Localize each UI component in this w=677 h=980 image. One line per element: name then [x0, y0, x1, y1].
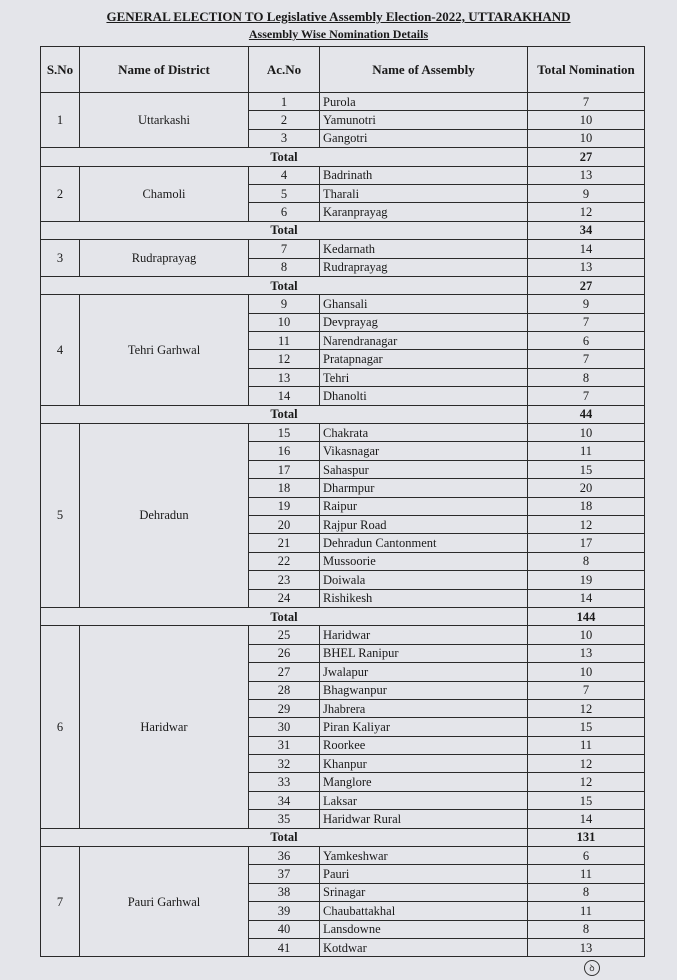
district-total-row: [41, 221, 645, 239]
assembly-name: Ghansali: [320, 295, 528, 313]
assembly-nomination: 7: [528, 313, 645, 331]
assembly-nomination: 20: [528, 479, 645, 497]
assembly-name: Jwalapur: [320, 663, 528, 681]
district-sno: 3: [41, 240, 80, 277]
assembly-acno: 12: [249, 350, 320, 368]
district-name: Rudraprayag: [80, 240, 249, 277]
assembly-name: Narendranagar: [320, 332, 528, 350]
assembly-acno: 4: [249, 166, 320, 184]
total-label: Total: [41, 221, 528, 239]
table-row: [41, 847, 645, 865]
assembly-nomination: 12: [528, 203, 645, 221]
total-label: Total: [41, 607, 528, 625]
column-header-district: Name of District: [80, 47, 249, 93]
assembly-acno: 11: [249, 332, 320, 350]
assembly-nomination: 12: [528, 755, 645, 773]
assembly-acno: 18: [249, 479, 320, 497]
assembly-name: Jhabrera: [320, 699, 528, 717]
assembly-acno: 37: [249, 865, 320, 883]
assembly-nomination: 14: [528, 240, 645, 258]
assembly-acno: 40: [249, 920, 320, 938]
assembly-nomination: 18: [528, 497, 645, 515]
assembly-name: Tehri: [320, 368, 528, 386]
assembly-nomination: 12: [528, 773, 645, 791]
assembly-acno: 21: [249, 534, 320, 552]
assembly-nomination: 12: [528, 699, 645, 717]
assembly-acno: 29: [249, 699, 320, 717]
assembly-nomination: 17: [528, 534, 645, 552]
assembly-nomination: 13: [528, 166, 645, 184]
total-label: Total: [41, 276, 528, 294]
assembly-acno: 9: [249, 295, 320, 313]
assembly-nomination: 13: [528, 644, 645, 662]
assembly-acno: 31: [249, 736, 320, 754]
assembly-name: Laksar: [320, 791, 528, 809]
assembly-nomination: 7: [528, 681, 645, 699]
assembly-acno: 24: [249, 589, 320, 607]
assembly-acno: 14: [249, 387, 320, 405]
assembly-name: BHEL Ranipur: [320, 644, 528, 662]
total-value: 27: [528, 276, 645, 294]
assembly-name: Yamunotri: [320, 111, 528, 129]
assembly-name: Dhanolti: [320, 387, 528, 405]
total-label: Total: [41, 405, 528, 423]
district-sno: 2: [41, 166, 80, 221]
column-header-total-nomination: Total Nomination: [528, 47, 645, 93]
assembly-nomination: 7: [528, 387, 645, 405]
assembly-name: Srinagar: [320, 883, 528, 901]
assembly-nomination: 11: [528, 442, 645, 460]
assembly-name: Haridwar Rural: [320, 810, 528, 828]
assembly-name: Lansdowne: [320, 920, 528, 938]
assembly-acno: 22: [249, 552, 320, 570]
assembly-nomination: 6: [528, 847, 645, 865]
assembly-nomination: 7: [528, 93, 645, 111]
assembly-name: Yamkeshwar: [320, 847, 528, 865]
district-sno: 4: [41, 295, 80, 405]
assembly-nomination: 11: [528, 736, 645, 754]
district-name: Haridwar: [80, 626, 249, 828]
total-label: Total: [41, 828, 528, 846]
assembly-name: Badrinath: [320, 166, 528, 184]
assembly-nomination: 8: [528, 883, 645, 901]
assembly-acno: 5: [249, 184, 320, 202]
assembly-acno: 35: [249, 810, 320, 828]
assembly-name: Kotdwar: [320, 938, 528, 956]
assembly-nomination: 14: [528, 589, 645, 607]
column-header-acno: Ac.No: [249, 47, 320, 93]
assembly-nomination: 15: [528, 791, 645, 809]
assembly-nomination: 13: [528, 938, 645, 956]
total-value: 27: [528, 148, 645, 166]
total-label: Total: [41, 148, 528, 166]
table-row: [41, 240, 645, 258]
assembly-acno: 30: [249, 718, 320, 736]
column-header-sno: S.No: [41, 47, 80, 93]
district-total-row: [41, 405, 645, 423]
assembly-name: Purola: [320, 93, 528, 111]
assembly-acno: 1: [249, 93, 320, 111]
assembly-name: Rishikesh: [320, 589, 528, 607]
table-body: [41, 93, 645, 957]
district-total-row: [41, 607, 645, 625]
assembly-acno: 25: [249, 626, 320, 644]
assembly-acno: 38: [249, 883, 320, 901]
table-row: [41, 93, 645, 111]
assembly-acno: 39: [249, 902, 320, 920]
table-row: [41, 166, 645, 184]
assembly-name: Haridwar: [320, 626, 528, 644]
assembly-name: Gangotri: [320, 129, 528, 147]
assembly-name: Pratapnagar: [320, 350, 528, 368]
assembly-acno: 6: [249, 203, 320, 221]
assembly-nomination: 8: [528, 552, 645, 570]
district-name: Uttarkashi: [80, 93, 249, 148]
assembly-acno: 3: [249, 129, 320, 147]
assembly-acno: 41: [249, 938, 320, 956]
assembly-name: Sahaspur: [320, 460, 528, 478]
assembly-nomination: 9: [528, 295, 645, 313]
assembly-name: Rudraprayag: [320, 258, 528, 276]
table-row: [41, 295, 645, 313]
assembly-nomination: 10: [528, 663, 645, 681]
assembly-nomination: 8: [528, 368, 645, 386]
assembly-acno: 26: [249, 644, 320, 662]
assembly-name: Pauri: [320, 865, 528, 883]
assembly-nomination: 9: [528, 184, 645, 202]
total-value: 131: [528, 828, 645, 846]
assembly-name: Vikasnagar: [320, 442, 528, 460]
nomination-table: [40, 46, 645, 957]
assembly-nomination: 11: [528, 902, 645, 920]
table-header-row: [41, 47, 645, 93]
assembly-acno: 10: [249, 313, 320, 331]
assembly-acno: 19: [249, 497, 320, 515]
total-value: 144: [528, 607, 645, 625]
district-name: Chamoli: [80, 166, 249, 221]
document-subtitle: Assembly Wise Nomination Details: [248, 27, 429, 41]
assembly-name: Manglore: [320, 773, 528, 791]
assembly-name: Karanprayag: [320, 203, 528, 221]
assembly-acno: 34: [249, 791, 320, 809]
assembly-name: Piran Kaliyar: [320, 718, 528, 736]
assembly-acno: 23: [249, 571, 320, 589]
district-total-row: [41, 828, 645, 846]
assembly-name: Devprayag: [320, 313, 528, 331]
assembly-acno: 8: [249, 258, 320, 276]
table-row: [41, 424, 645, 442]
total-value: 44: [528, 405, 645, 423]
assembly-nomination: 11: [528, 865, 645, 883]
assembly-nomination: 10: [528, 129, 645, 147]
assembly-nomination: 8: [528, 920, 645, 938]
assembly-nomination: 6: [528, 332, 645, 350]
document-title: GENERAL ELECTION TO Legislative Assembly Election-2022, UTTARAKHAND: [106, 9, 571, 24]
assembly-nomination: 10: [528, 424, 645, 442]
district-total-row: [41, 148, 645, 166]
assembly-nomination: 15: [528, 718, 645, 736]
assembly-acno: 7: [249, 240, 320, 258]
assembly-name: Roorkee: [320, 736, 528, 754]
district-total-row: [41, 276, 645, 294]
assembly-name: Dehradun Cantonment: [320, 534, 528, 552]
assembly-name: Mussoorie: [320, 552, 528, 570]
assembly-nomination: 19: [528, 571, 645, 589]
district-sno: 6: [41, 626, 80, 828]
assembly-name: Chakrata: [320, 424, 528, 442]
district-name: Pauri Garhwal: [80, 847, 249, 957]
assembly-acno: 2: [249, 111, 320, 129]
assembly-acno: 36: [249, 847, 320, 865]
assembly-name: Tharali: [320, 184, 528, 202]
assembly-nomination: 14: [528, 810, 645, 828]
district-name: Tehri Garhwal: [80, 295, 249, 405]
assembly-nomination: 15: [528, 460, 645, 478]
assembly-name: Rajpur Road: [320, 515, 528, 533]
assembly-name: Kedarnath: [320, 240, 528, 258]
assembly-acno: 27: [249, 663, 320, 681]
column-header-assembly: Name of Assembly: [320, 47, 528, 93]
assembly-nomination: 7: [528, 350, 645, 368]
assembly-acno: 13: [249, 368, 320, 386]
assembly-nomination: 10: [528, 111, 645, 129]
assembly-acno: 32: [249, 755, 320, 773]
assembly-name: Khanpur: [320, 755, 528, 773]
district-sno: 7: [41, 847, 80, 957]
assembly-acno: 28: [249, 681, 320, 699]
district-sno: 1: [41, 93, 80, 148]
assembly-nomination: 12: [528, 515, 645, 533]
assembly-acno: 15: [249, 424, 320, 442]
table-row: [41, 626, 645, 644]
total-value: 34: [528, 221, 645, 239]
assembly-acno: 17: [249, 460, 320, 478]
district-name: Dehradun: [80, 424, 249, 608]
assembly-nomination: 13: [528, 258, 645, 276]
district-sno: 5: [41, 424, 80, 608]
assembly-name: Chaubattakhal: [320, 902, 528, 920]
assembly-acno: 16: [249, 442, 320, 460]
assembly-acno: 33: [249, 773, 320, 791]
signature-mark-icon: ꝺ: [584, 960, 600, 976]
assembly-name: Raipur: [320, 497, 528, 515]
assembly-acno: 20: [249, 515, 320, 533]
assembly-name: Bhagwanpur: [320, 681, 528, 699]
assembly-name: Doiwala: [320, 571, 528, 589]
assembly-name: Dharmpur: [320, 479, 528, 497]
assembly-nomination: 10: [528, 626, 645, 644]
